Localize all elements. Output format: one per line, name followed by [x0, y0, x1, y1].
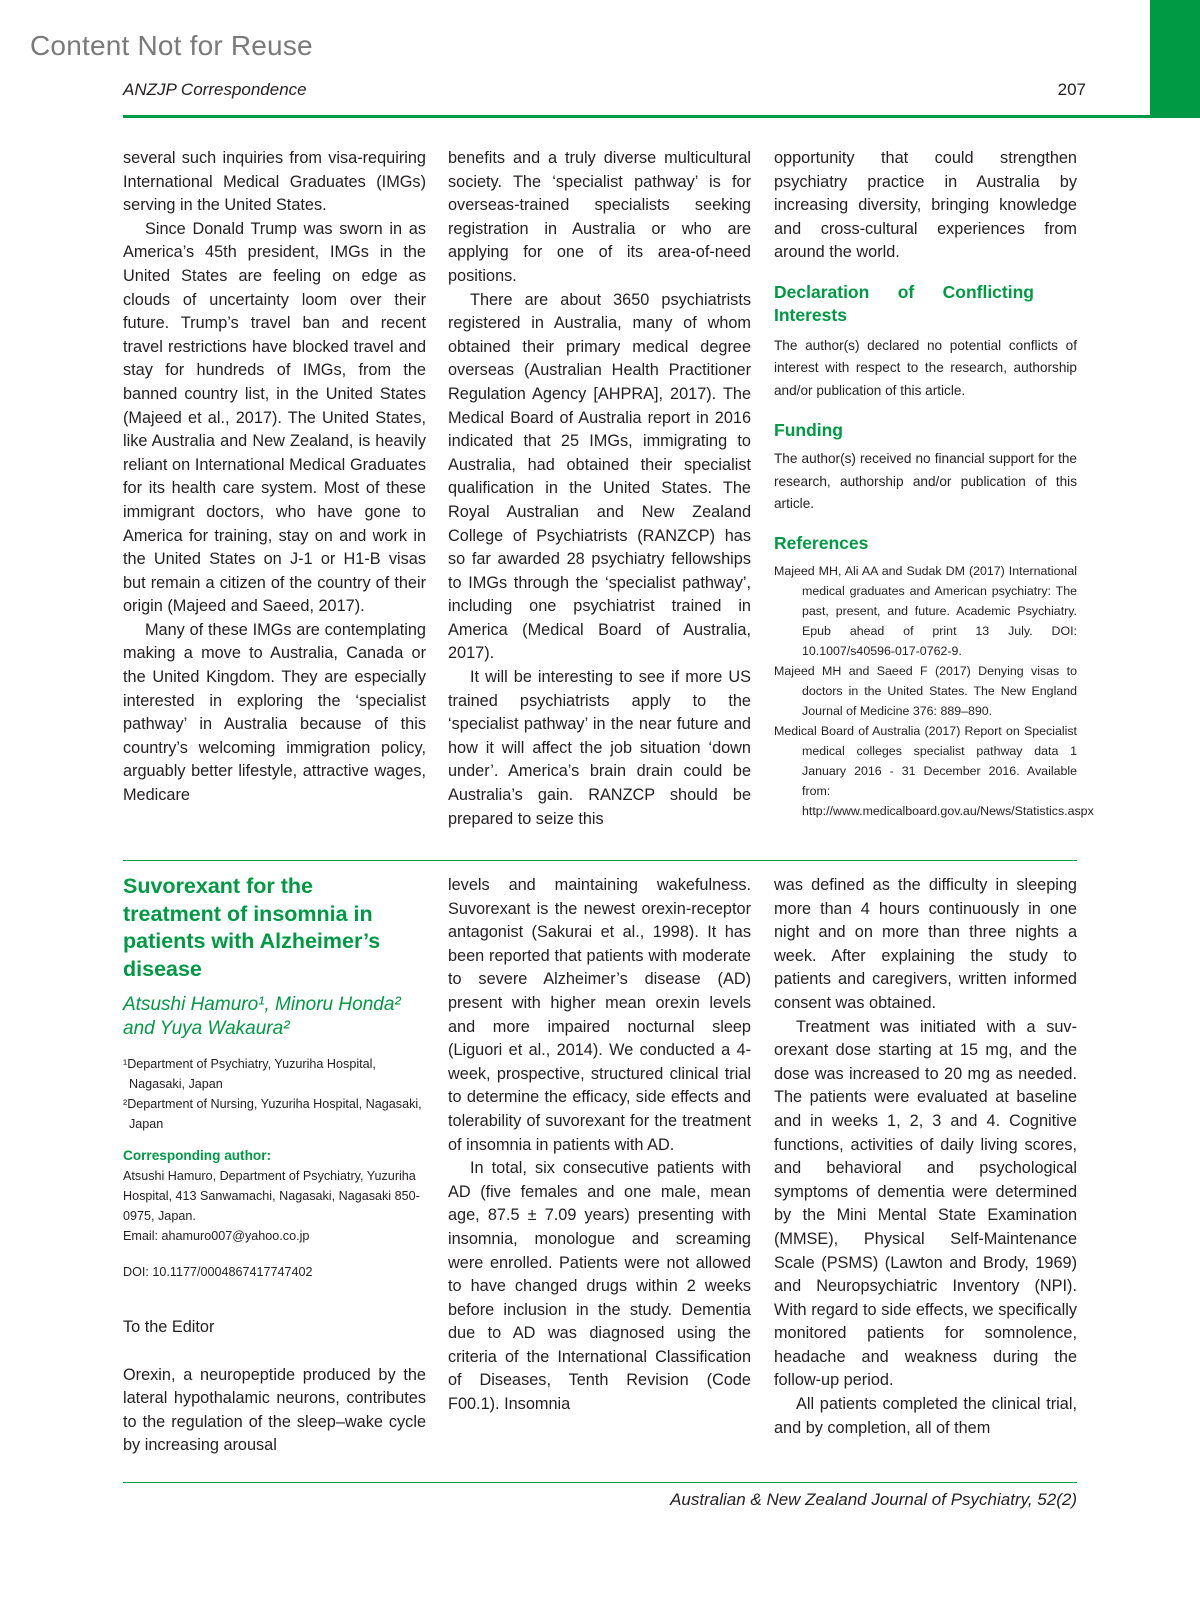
- top-article-column-2: [448, 147, 751, 831]
- paragraph: benefits and a truly diverse multicultural society. The ‘specialist pathway’ is for overseas-trained specialists seeking registration in Australia or who are applying for one of its area-of-need positions.: [448, 149, 751, 285]
- paragraph: several such inquiries from visa-requiring International Medical Graduates (IMGs) serving in the United States.: [123, 149, 426, 215]
- article-title: Suvorexant for the treatment of insomnia in patients with Alzheimer’s disease: [123, 874, 381, 981]
- salutation: To the Editor: [123, 1318, 215, 1336]
- affiliation: ¹Department of Psychiatry, Yuzuriha Hospital, Nagasaki, Japan: [123, 1057, 376, 1091]
- paragraph: Since Donald Trump was sworn in as America’s 45th president, IMGs in the United States are feeling on edge as clouds of uncertainty loom over their future. Trump’s travel ban and recent travel restrictions have blocked travel and stay for hundreds of IMGs, from the banned country list, in the United States (Majeed et al., 2017). The United States, like Australia and New Zealand, is heavily reliant on International Medical Graduates for its health care system. Most of these immigrant doctors, who have gone to America for training, stay on and work in the United States on J-1 or H1-B visas but remain a citizen of the country of their origin (Majeed and Saeed, 2017).: [123, 219, 426, 616]
- conflicts-heading: Declaration of Conflicting Interests: [774, 281, 1034, 325]
- bottom-article-column-1: [123, 873, 426, 1458]
- header-rule: [123, 115, 1200, 118]
- paragraph: It will be interesting to see if more US trained psychiatrists apply to the ‘specialist pathway’ in the near future and how it will affect the job situation ‘down under’. America’s brain drain could be Australia’s gain. RANZCP should be prepared to seize this: [448, 668, 751, 828]
- article-authors: Atsushi Hamuro¹, Minoru Honda² and Yuya Wakaura²: [123, 994, 401, 1039]
- paragraph: levels and maintaining wakefulness. Suvorexant is the newest orexin-receptor antagonist (Sakurai et al., 1998). It has been reported that patients with moderate to severe Alzheimer’s disease (AD) present with higher mean orexin levels and more impaired nocturnal sleep (Liguori et al., 2014). We conducted a 4-week, prospective, structured clinical trial to determine the efficacy, side effects and tolerability of suvorexant for the treatment of insomnia in patients with AD.: [448, 876, 751, 1154]
- paragraph: Treatment was initiated with a suvorexant dose starting at 15 mg, and the dose was increased to 20 mg as needed. The patients were evaluated at baseline and in weeks 1, 2, 3 and 4. Cognitive functions, activities of daily living scores, and behavioral and psychological symptoms of dementia were determined by the Mini Mental State Examination (MMSE), Physical Self-Maintenance Scale (PSMS) (Lawton and Brody, 1969) and Neuropsychiatric Inventory (NPI). With regard to side effects, we specifically monitored patients for somnolence, headache and weakness during the follow-up period.: [774, 1017, 1077, 1390]
- corresponding-author-heading: Corresponding author:: [123, 1148, 272, 1163]
- green-corner-tab: [1150, 0, 1200, 116]
- top-article-column-1: [123, 147, 426, 808]
- article-divider: [123, 860, 1077, 861]
- top-article-column-3: [774, 147, 1094, 821]
- paragraph: In total, six consecutive patients with AD (five females and one male, mean age, 87.5 ± 7.09 years) presenting with insomnia, monologue and screaming were enrolled. Patients were not allowed to have changed drugs within 2 weeks before inclusion in the study. Dementia due to AD was diagnosed using the criteria of the International Classification of Diseases, Tenth Revision (Code F00.1). Insomnia: [448, 1159, 751, 1414]
- paragraph: was defined as the difficulty in sleeping more than 4 hours continuously in one night and on more than three nights a week. After explaining the study to patients and caregivers, written informed consent was obtained.: [774, 876, 1077, 1012]
- running-head: ANZJP Correspondence: [123, 80, 307, 99]
- paragraph: Many of these IMGs are contemplating making a move to Australia, Canada or the United Kingdom. They are especially interested in exploring the ‘specialist pathway’ in Australia because of this country’s welcoming immigration policy, arguably better lifestyle, attractive wages, Medicare: [123, 620, 426, 805]
- references-heading: References: [774, 532, 869, 553]
- journal-footer: Australian & New Zealand Journal of Psychiatry, 52(2): [670, 1490, 1077, 1509]
- paragraph: Orexin, a neuropeptide produced by the lateral hypothalamic neurons, contributes to the regulation of the sleep–wake cycle by increasing arousal: [123, 1365, 426, 1455]
- affiliation: ²Department of Nursing, Yuzuriha Hospital, Nagasaki, Japan: [123, 1097, 422, 1131]
- funding-heading: Funding: [774, 420, 844, 441]
- watermark-text: Content Not for Reuse: [30, 30, 313, 61]
- corresponding-author-address: Atsushi Hamuro, Department of Psychiatry, Yuzuriha Hospital, 413 Sanwamachi, Nagasaki, Nagasaki 850-0975, Japan.: [123, 1169, 420, 1223]
- bottom-article-column-2: [448, 874, 751, 1417]
- paragraph: There are about 3650 psychiatrists registered in Australia, many of whom obtained their primary medical degree overseas (Australian Health Practitioner Regulation Agency [AHPRA], 2017). The Medical Board of Australia report in 2016 indicated that 25 IMGs, immigrating to Australia, had obtained their specialist qualification in the United States. The Royal Australian and New Zealand College of Psychiatrists (RANZCP) has so far awarded 28 psychiatry fellowships to IMGs through the ‘specialist pathway’, including one psychiatrist trained in America (Medical Board of Australia, 2017).: [448, 290, 751, 663]
- doi: DOI: 10.1177/0004867417747402: [123, 1265, 313, 1279]
- paragraph: All patients completed the clinical trial, and by completion, all of them: [774, 1395, 1077, 1437]
- corresponding-author-email: Email: ahamuro007@yahoo.co.jp: [123, 1229, 310, 1243]
- conflicts-statement: The author(s) declared no potential conflicts of interest with respect to the research, authorship and/or publication of this article.: [774, 337, 1077, 398]
- page-number: 207: [1057, 80, 1086, 99]
- bottom-article-column-3: [774, 874, 1077, 1440]
- reference-item: Majeed MH, Ali AA and Sudak DM (2017) International medical graduates and American psychiatry: The past, present, and future. Academic Psychiatry. Epub ahead of print 13 July. DOI: 10.1007/s40596-017-0762-9.: [774, 563, 1077, 658]
- footer-rule: [123, 1482, 1077, 1483]
- funding-statement: The author(s) received no financial support for the research, authorship and/or publication of this article.: [774, 451, 1077, 512]
- reference-item: Majeed MH and Saeed F (2017) Denying visas to doctors in the United States. The New England Journal of Medicine 376: 889–890.: [774, 663, 1077, 718]
- reference-item: Medical Board of Australia (2017) Report on Specialist medical colleges specialist pathway data 1 January 2016 - 31 December 2016. Available from: http://www.medicalboard.gov.au/News/Statistics.aspx: [774, 723, 1094, 818]
- paragraph: opportunity that could strengthen psychiatry practice in Australia by increasing diversity, bringing knowledge and cross-cultural experiences from around the world.: [774, 149, 1077, 262]
